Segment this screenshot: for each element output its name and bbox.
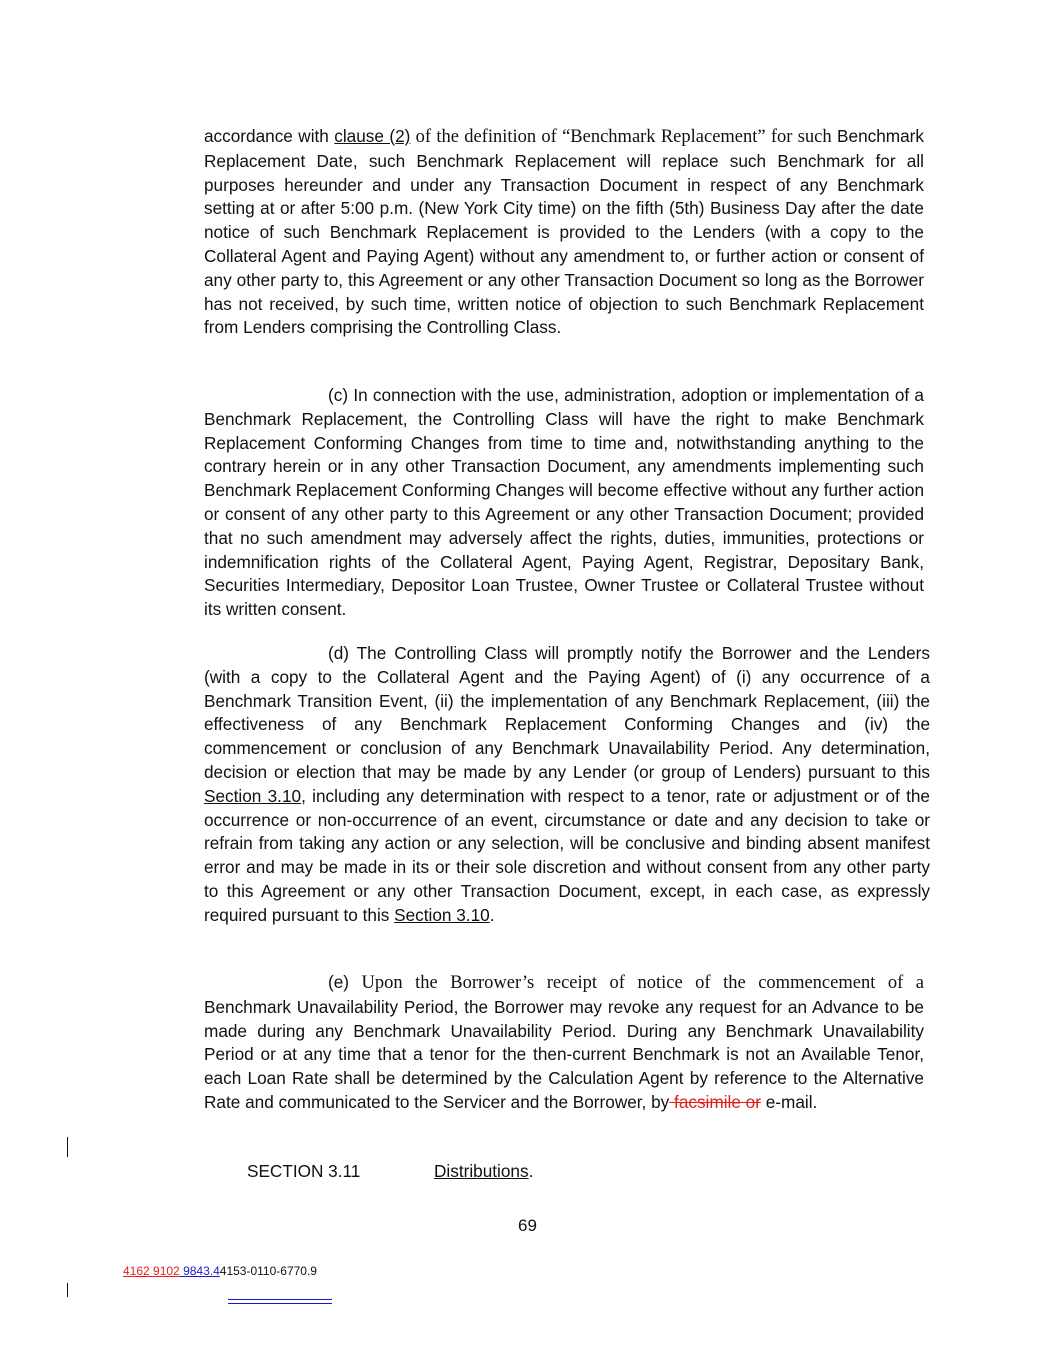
p3-text-e: . [489,904,495,925]
paragraph-c-text: (c) In connection with the use, administration, adoption or implementation of a Benchmark Replacement, the Controlling Class will have the right to make Benchmark Replacement Conforming Changes from time to time and, notwithstanding anything to the contrary herein or in any other Transaction Document, any amendments implementing such Benchmark Replacement Conforming Changes will become effective without any further action or consent of any other party to this Agreement or any other Transaction Document; provided that no such amendment may adversely affect the rights, duties, immunities, protections or indemnification rights of the Collateral Agent, Paying Agent, Registrar, Depositary Bank, Securities Intermediary, Depositor Loan Trustee, Owner Trustee or Collateral Trustee without its written consent. [204,385,925,620]
footer-double-rule [228,1299,332,1304]
change-bar [67,1137,68,1157]
p1-text-a: accordance with [204,126,335,146]
paragraph-e [204,971,924,1115]
deleted-text-facsimile: facsimile or [669,1091,761,1112]
paragraph-c [204,384,924,622]
paragraph-d [204,642,930,928]
clause-2-reference: clause (2) [334,126,411,146]
section-number: SECTION 3.11 [247,1161,361,1181]
section-title: Distributions [434,1161,529,1181]
change-bar-footer [67,1283,68,1297]
page-number: 69 [518,1216,537,1235]
deleted-doc-id: 4162 9102 [123,1264,180,1278]
p4-label: (e) [328,972,350,992]
p1-text-c: of the definition of “Benchmark Replacement” for such [410,127,832,147]
p4-text-d: e-mail. [760,1091,818,1112]
section-3-10-reference-2: Section 3.10 [394,904,490,925]
p4-text-b: Upon the Borrower’s receipt of notice of the commencement of a [349,973,924,993]
section-title-period: . [528,1161,534,1181]
p3-text-a: (d) The Controlling Class will promptly notify the Borrower and the Lenders (with a copy to the Collateral Agent and the Paying Agent) of (i) any occurrence of a Benchmark Transition Event, (ii) the implementation of any Benchmark Replacement, (iii) the effectiveness of any Benchmark Replacement Conforming Changes and (iv) the commencement or conclusion of any Benchmark Unavailability Period. Any determination, decision or election that may be made by any Lender (or group of Lenders) pursuant to this [204,643,930,782]
p1-text-d: Benchmark Replacement Date, such Benchmark Replacement will replace such Benchmark for all purposes hereunder and under any Transaction Document in respect of any Benchmark setting at or after 5:00 p.m. (New York City time) on the fifth (5th) Business Day after the date notice of such Benchmark Replacement is provided to the Lenders (with a copy to the Collateral Agent and Paying Agent) without any amendment to, or further action or consent of any other party to, this Agreement or any other Transaction Document so long as the Borrower has not received, by such time, written notice of objection to such Benchmark Replacement from Lenders comprising the Controlling Class. [204,126,924,338]
document-id-footer [123,1263,317,1279]
p3-text-c: , including any determination with respect to a tenor, rate or adjustment or of the occurrence or non-occurrence of an event, circumstance or date and any decision to take or refrain from taking any action or any selection, will be conclusive and binding absent manifest error and may be made in its or their sole discretion and without consent from any other party to this Agreement or any other Transaction Document, except, in each case, as expressly required pursuant to this [204,785,930,925]
p4-text-c: Benchmark Unavailability Period, the Borrower may revoke any request for an Advance to be made during any Benchmark Unavailability Period. During any Benchmark Unavailability Period or at any time that a tenor for the then-current Benchmark is not an Available Tenor, each Loan Rate shall be determined by the Calculation Agent by reference to the Alternative Rate and communicated to the Servicer and the Borrower, by [204,996,924,1112]
section-3-10-reference: Section 3.10 [204,785,302,806]
inserted-doc-id: 9843.4 [179,1264,220,1278]
section-heading [247,1159,534,1183]
paragraph-benchmark-replacement-continuation [204,125,924,340]
doc-id-rest: 4153-0110-6770.9 [219,1264,317,1278]
